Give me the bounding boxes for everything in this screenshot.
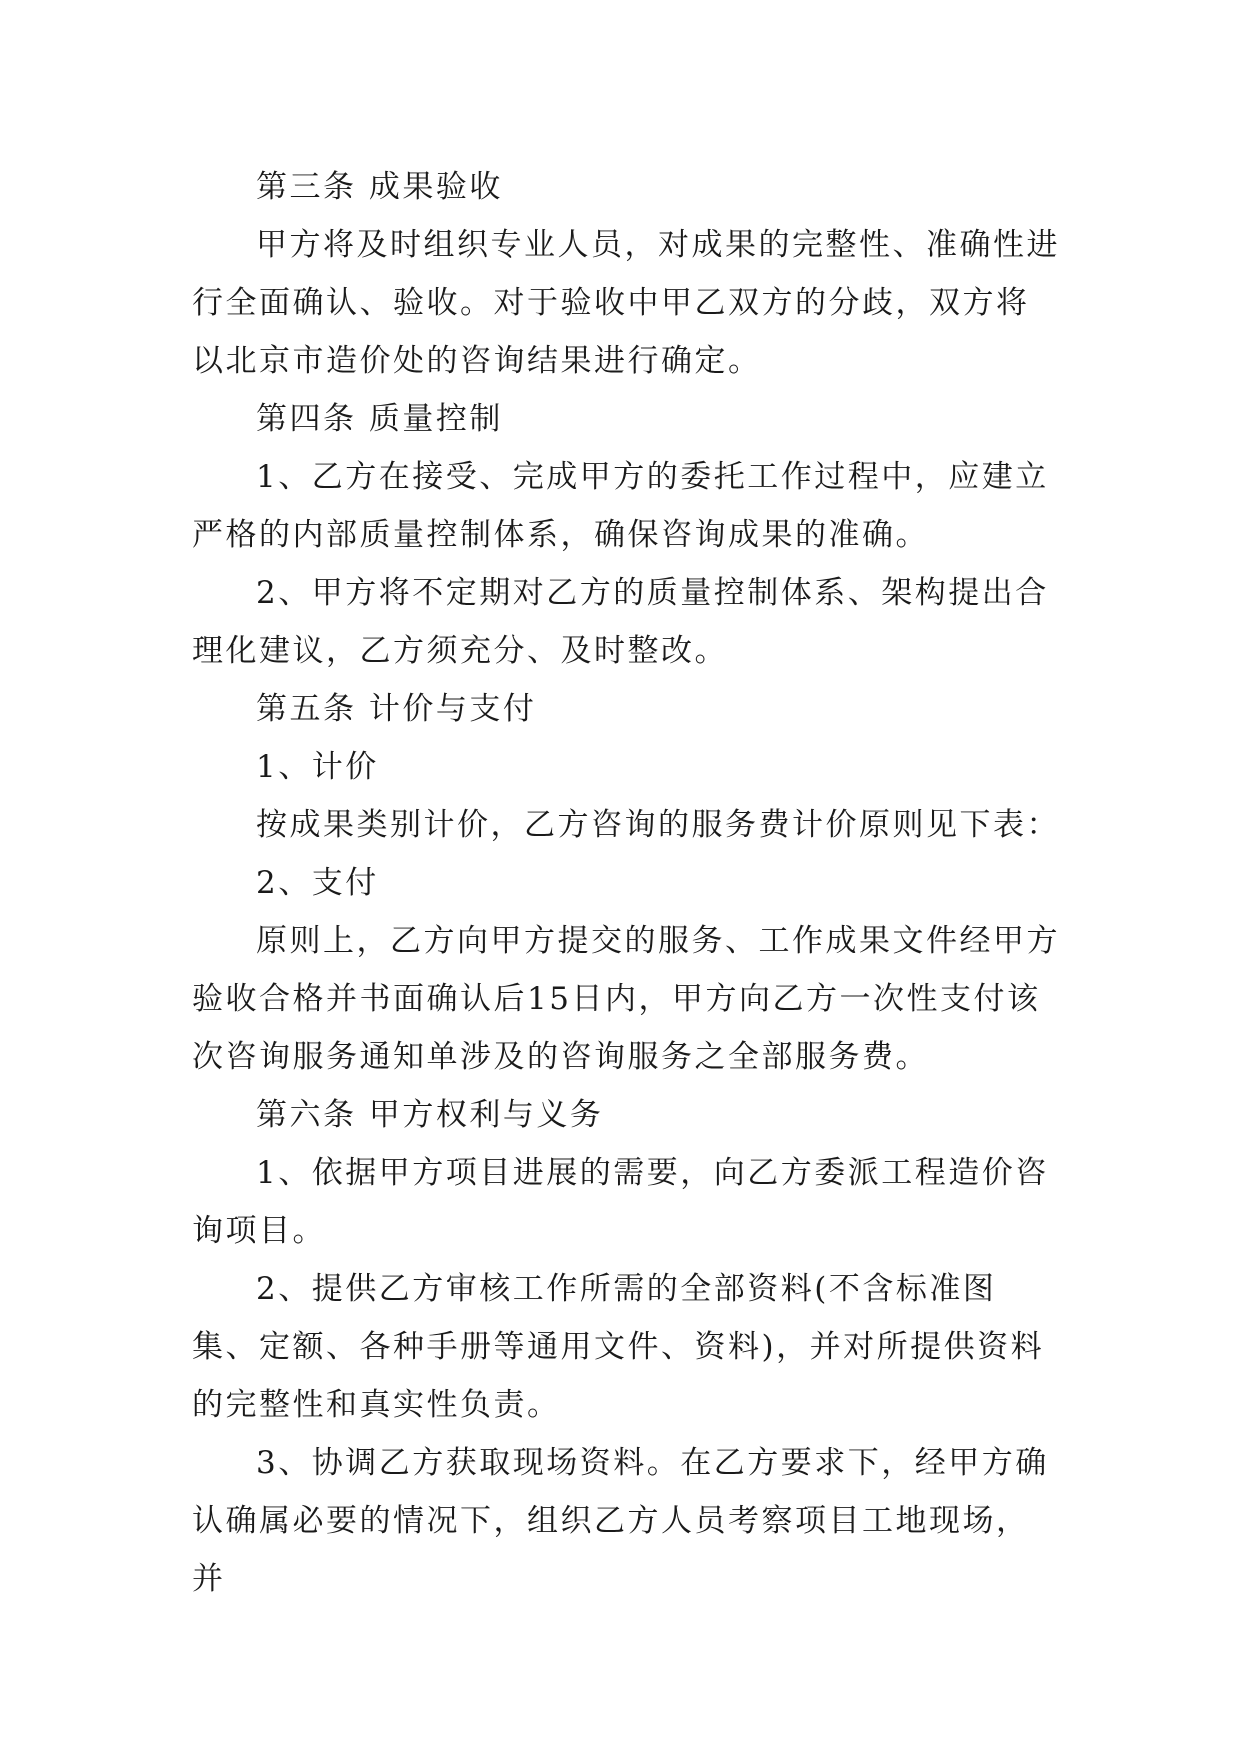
article-6-item-1: 1、依据甲方项目进展的需要，向乙方委派工程造价咨询项目。 bbox=[192, 1155, 1049, 1249]
article-6-item-2: 2、提供乙方审核工作所需的全部资料(不含标准图集、定额、各种手册等通用文件、资料)，并对所提供资料的完整性和真实性负责。 bbox=[192, 1271, 1045, 1423]
article-4-item-2: 2、甲方将不定期对乙方的质量控制体系、架构提出合理化建议，乙方须充分、及时整改。 bbox=[192, 575, 1049, 669]
article-5-subheading-payment: 2、支付 bbox=[256, 865, 379, 901]
article-5-subheading-pricing: 1、计价 bbox=[256, 749, 379, 785]
article-4-heading: 第四条 质量控制 bbox=[256, 401, 503, 437]
article-4-item-1: 1、乙方在接受、完成甲方的委托工作过程中，应建立严格的内部质量控制体系，确保咨询成果的准确。 bbox=[192, 459, 1049, 553]
article-5-heading: 第五条 计价与支付 bbox=[256, 691, 537, 727]
article-3-paragraph: 甲方将及时组织专业人员，对成果的完整性、准确性进行全面确认、验收。对于验收中甲乙双方的分歧，双方将以北京市造价处的咨询结果进行确定。 bbox=[192, 227, 1060, 379]
article-6-item-3: 3、协调乙方获取现场资料。在乙方要求下，经甲方确认确属必要的情况下，组织乙方人员考察项目工地现场，并 bbox=[192, 1445, 1049, 1597]
article-6-heading: 第六条 甲方权利与义务 bbox=[256, 1097, 604, 1133]
article-5-payment-paragraph: 原则上，乙方向甲方提交的服务、工作成果文件经甲方验收合格并书面确认后15日内，甲方向乙方一次性支付该次咨询服务通知单涉及的咨询服务之全部服务费。 bbox=[192, 923, 1060, 1075]
article-5-pricing-paragraph: 按成果类别计价，乙方咨询的服务费计价原则见下表： bbox=[256, 807, 1060, 843]
document-body bbox=[192, 158, 1062, 1608]
article-3-heading: 第三条 成果验收 bbox=[256, 169, 503, 205]
